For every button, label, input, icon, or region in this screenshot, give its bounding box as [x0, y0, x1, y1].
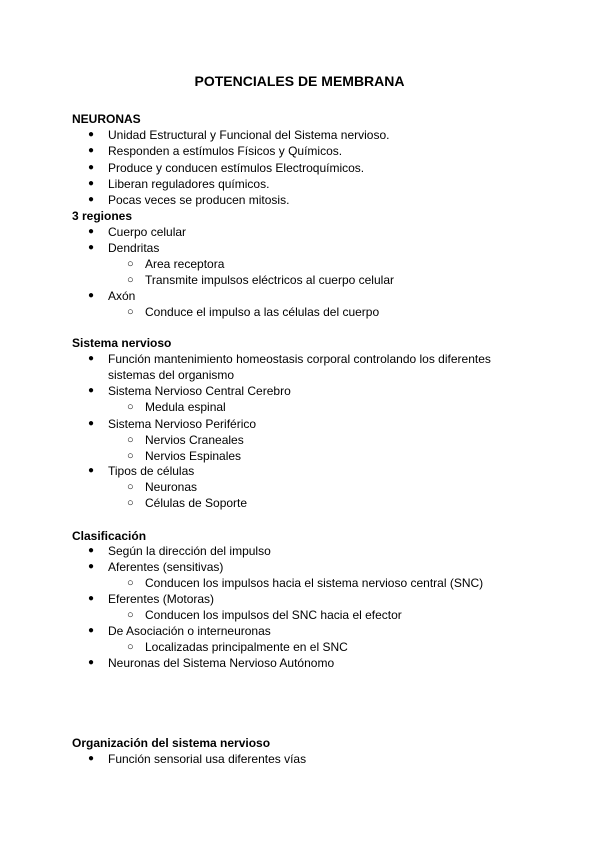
sub-list-item: Medula espinal [145, 400, 226, 414]
bullet-icon: ● [88, 385, 95, 396]
bullet-icon: ● [88, 226, 95, 237]
list-item: Neuronas del Sistema Nervioso Autónomo [108, 656, 335, 670]
bullet-icon: ● [88, 593, 95, 604]
bullet-icon: ● [88, 545, 95, 556]
list-item: De Asociación o interneuronas [108, 624, 271, 638]
page-title: POTENCIALES DE MEMBRANA [194, 73, 405, 89]
bullet-icon: ● [88, 194, 95, 205]
list-item: Eferentes (Motoras) [108, 592, 215, 606]
sub-list-item: Conducen los impulsos hacia el sistema nervioso central (SNC) [145, 576, 484, 590]
bullet-icon: ● [88, 162, 95, 173]
sub-list-item: Células de Soporte [145, 496, 248, 510]
list-item: Sistema Nervioso Periférico [108, 417, 257, 431]
list-item: Dendritas [108, 241, 160, 255]
list-item: Sistema Nervioso Central Cerebro [108, 384, 291, 398]
list-item: Función sensorial usa diferentes vías [108, 752, 307, 766]
bullet-icon: ● [88, 753, 95, 764]
sub-bullet-icon: ○ [127, 450, 134, 462]
bullet-icon: ● [88, 657, 95, 668]
sub-list-item: Area receptora [145, 257, 225, 271]
sub-list-item: Conduce el impulso a las células del cuerpo [145, 305, 380, 319]
list-item: Pocas veces se producen mitosis. [108, 193, 290, 207]
list-item: Cuerpo celular [108, 225, 187, 239]
sub-list-item: Nervios Craneales [145, 433, 244, 447]
sub-list-item: Neuronas [145, 480, 198, 494]
list-item: Produce y conducen estímulos Electroquímicos. [108, 161, 365, 175]
sub-bullet-icon: ○ [127, 401, 134, 413]
sub-list-item: Conducen los impulsos del SNC hacia el efector [145, 608, 402, 622]
sub-bullet-icon: ○ [127, 258, 134, 270]
list-item-continuation: sistemas del organismo [108, 368, 235, 382]
bullet-icon: ● [88, 290, 95, 301]
bullet-icon: ● [88, 242, 95, 253]
sub-bullet-icon: ○ [127, 641, 134, 653]
bullet-icon: ● [88, 178, 95, 189]
bullet-icon: ● [88, 465, 95, 476]
section-heading-sistema-nervioso: Sistema nervioso [72, 336, 172, 350]
bullet-icon: ● [88, 145, 95, 156]
section-heading-organizacion: Organización del sistema nervioso [72, 736, 271, 750]
section-heading-clasificacion: Clasificación [72, 529, 147, 543]
list-item: Liberan reguladores químicos. [108, 177, 270, 191]
sub-bullet-icon: ○ [127, 274, 134, 286]
section-heading-regiones: 3 regiones [72, 209, 133, 223]
sub-bullet-icon: ○ [127, 481, 134, 493]
list-item: Responden a estímulos Físicos y Químicos. [108, 144, 343, 158]
list-item: Axón [108, 289, 136, 303]
bullet-icon: ● [88, 129, 95, 140]
sub-bullet-icon: ○ [127, 306, 134, 318]
sub-bullet-icon: ○ [127, 609, 134, 621]
sub-list-item: Nervios Espinales [145, 449, 242, 463]
list-item: Tipos de células [108, 464, 195, 478]
sub-bullet-icon: ○ [127, 434, 134, 446]
sub-list-item: Localizadas principalmente en el SNC [145, 640, 348, 654]
bullet-icon: ● [88, 561, 95, 572]
list-item: Según la dirección del impulso [108, 544, 271, 558]
bullet-icon: ● [88, 353, 95, 364]
list-item: Unidad Estructural y Funcional del Sistema nervioso. [108, 128, 390, 142]
sub-bullet-icon: ○ [127, 577, 134, 589]
section-heading-neuronas: NEURONAS [72, 112, 141, 126]
list-item: Función mantenimiento homeostasis corporal controlando los diferentes [108, 352, 491, 366]
sub-bullet-icon: ○ [127, 497, 134, 509]
sub-list-item: Transmite impulsos eléctricos al cuerpo celular [145, 273, 394, 287]
bullet-icon: ● [88, 625, 95, 636]
list-item: Aferentes (sensitivas) [108, 560, 224, 574]
bullet-icon: ● [88, 418, 95, 429]
